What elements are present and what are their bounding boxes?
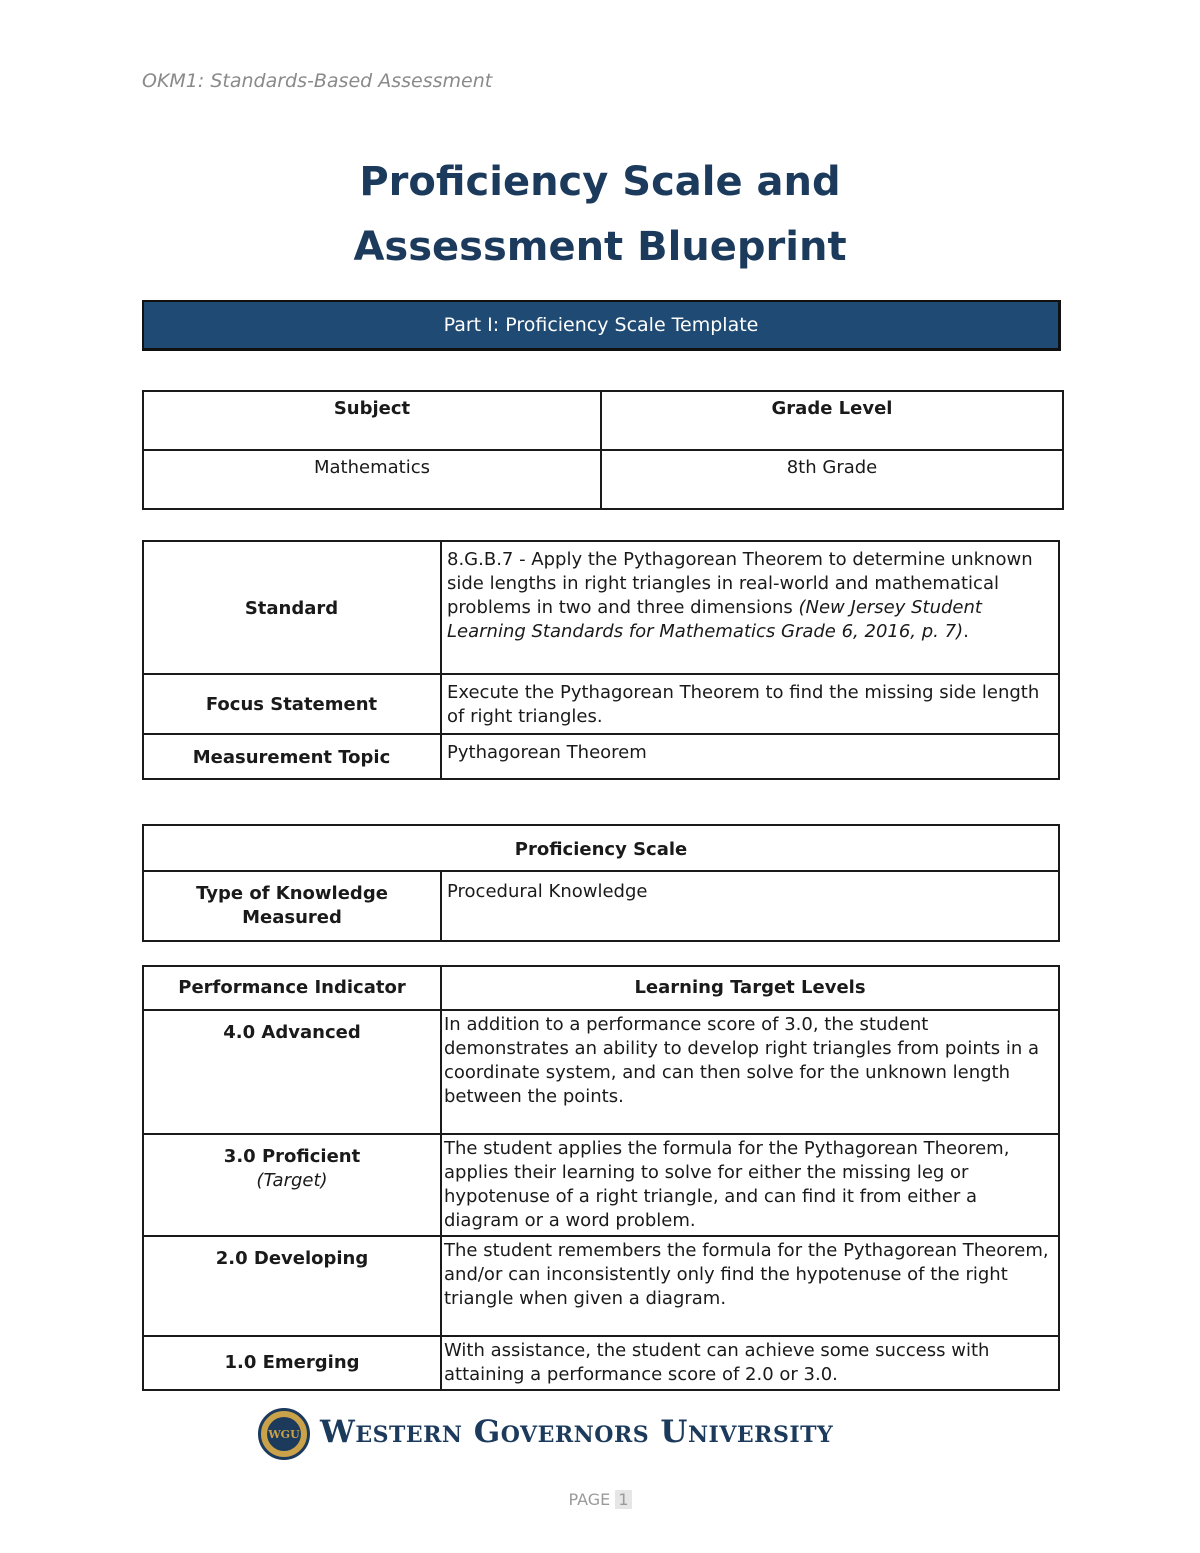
measurement-topic-text: Pythagorean Theorem: [441, 734, 1059, 779]
standard-text: 8.G.B.7 - Apply the Pythagorean Theorem to determine unknown side lengths in right triangles in real-world and mathematical problems in two and three dimensions (New Jersey Student Learning Standards for Mathematics Grade 6, 2016, p. 7).: [441, 541, 1059, 674]
university-logo: [258, 1408, 908, 1468]
performance-indicator-header: Performance Indicator: [143, 966, 441, 1010]
level-description: The student applies the formula for the Pythagorean Theorem, applies their learning to solve for either the missing leg or hypotenuse of a right triangle, and can find it from either a diagram or a word problem.: [441, 1134, 1059, 1236]
proficiency-scale-heading: Proficiency Scale: [143, 825, 1059, 871]
level-description: The student remembers the formula for the Pythagorean Theorem, and/or can inconsistently only find the hypotenuse of the right triangle when given a diagram.: [441, 1236, 1059, 1336]
table-row: [143, 1336, 1059, 1390]
knowledge-type-label: Type of Knowledge Measured: [143, 871, 441, 941]
title-line-1: Proficiency Scale and: [359, 159, 841, 205]
grade-level-value: 8th Grade: [601, 450, 1063, 509]
title-line-2: Assessment Blueprint: [353, 224, 847, 270]
university-seal-icon: WGU: [258, 1408, 310, 1460]
focus-statement-label: Focus Statement: [143, 674, 441, 734]
knowledge-type-value: Procedural Knowledge: [441, 871, 1059, 941]
grade-level-header: Grade Level: [601, 391, 1063, 450]
level-description: With assistance, the student can achieve some success with attaining a performance score of 2.0 or 3.0.: [441, 1336, 1059, 1390]
level-name: 4.0 Advanced: [143, 1010, 441, 1134]
subject-header: Subject: [143, 391, 601, 450]
page-title: [0, 150, 1200, 280]
document-header: OKM1: Standards-Based Assessment: [142, 70, 493, 92]
measurement-topic-label: Measurement Topic: [143, 734, 441, 779]
university-wordmark: Western Governors University: [320, 1414, 834, 1450]
learning-target-header: Learning Target Levels: [441, 966, 1059, 1010]
subject-grade-table: [142, 390, 1064, 510]
table-row: [143, 1010, 1059, 1134]
focus-statement-text: Execute the Pythagorean Theorem to find the missing side length of right triangles.: [441, 674, 1059, 734]
level-name: 3.0 Proficient (Target): [143, 1134, 441, 1236]
proficiency-scale-table: [142, 824, 1060, 942]
level-name: 2.0 Developing: [143, 1236, 441, 1336]
standard-label: Standard: [143, 541, 441, 674]
level-target-note: (Target): [256, 1170, 328, 1191]
part-banner: Part I: Proficiency Scale Template: [142, 300, 1061, 351]
level-description: In addition to a performance score of 3.0, the student demonstrates an ability to develop right triangles from points in a coordinate system, and can then solve for the unknown length between the points.: [441, 1010, 1059, 1134]
page-number: PAGE 1: [0, 1490, 1200, 1509]
standard-citation: (New Jersey Student Learning Standards for Mathematics Grade 6, 2016, p. 7): [447, 597, 982, 642]
subject-value: Mathematics: [143, 450, 601, 509]
standard-table: [142, 540, 1060, 780]
table-row: [143, 1134, 1059, 1236]
table-row: [143, 1236, 1059, 1336]
level-name: 1.0 Emerging: [143, 1336, 441, 1390]
performance-levels-table: [142, 965, 1060, 1391]
